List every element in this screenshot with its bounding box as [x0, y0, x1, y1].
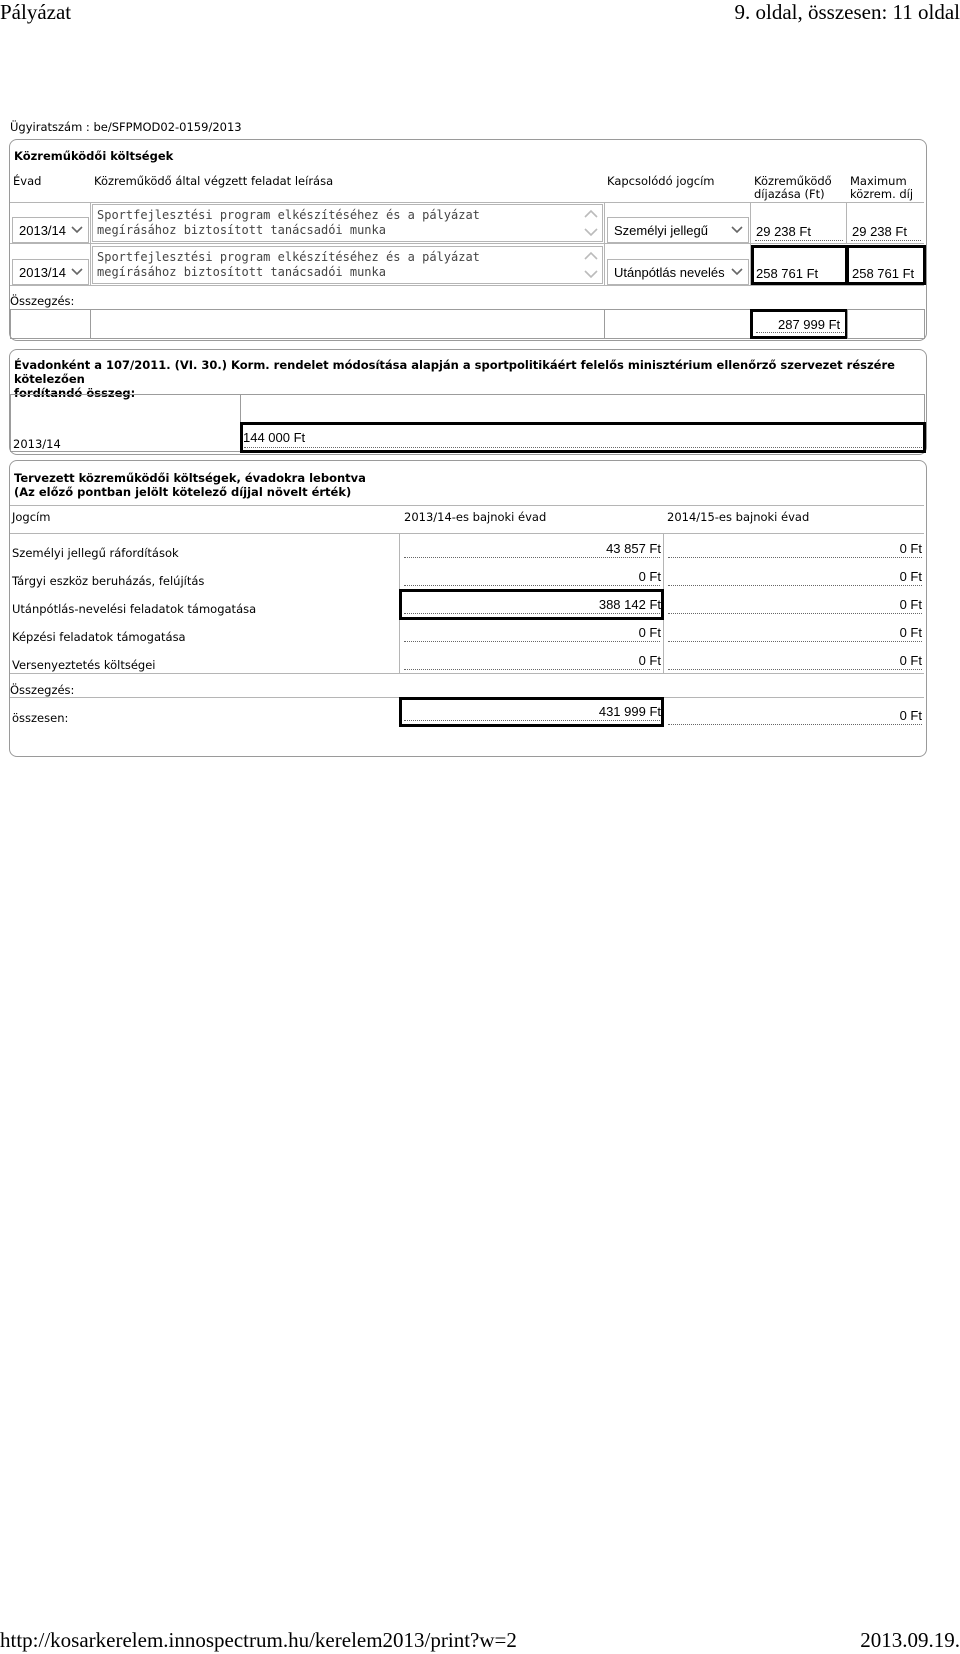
divider: [404, 585, 660, 586]
divider: [756, 332, 844, 333]
divider: [668, 641, 922, 642]
divider: [10, 533, 924, 534]
page-header-title: Pályázat: [0, 0, 72, 24]
col-header-season1: 2013/14-es bajnoki évad: [404, 510, 547, 524]
col-header-fee: Közreműködő díjazása (Ft): [754, 174, 832, 201]
divider: [10, 243, 924, 244]
divider: [244, 447, 922, 448]
col-header-description: Közreműködő által végzett feladat leírása: [94, 174, 334, 188]
chevron-up-icon[interactable]: [582, 207, 600, 221]
chevron-down-icon: [70, 265, 84, 279]
chevron-down-icon: [730, 265, 744, 279]
col-header-max: Maximum közrem. díj: [850, 174, 914, 201]
cost-season1-value: 43 857 Ft: [606, 541, 661, 556]
col-header-season: Évad: [13, 174, 42, 188]
cost-row-label: Képzési feladatok támogatása: [12, 630, 186, 644]
divider: [404, 720, 660, 721]
cost-row-label: Utánpótlás-nevelési feladatok támogatása: [12, 602, 257, 616]
amount-header-cell: [240, 394, 925, 424]
task-description-textarea[interactable]: Sportfejlesztési program elkészítéséhez és a pályázat megírásához biztosított tanácsadói munka: [92, 246, 603, 284]
col-header-category: Jogcím: [12, 510, 51, 524]
divider: [404, 669, 660, 670]
footer-url: http://kosarkerelem.innospectrum.hu/kerelem2013/print?w=2: [0, 1628, 517, 1652]
cost-season1-value: 0 Ft: [638, 625, 661, 640]
divider: [851, 240, 921, 241]
chevron-down-icon[interactable]: [582, 225, 600, 239]
divider: [668, 669, 922, 670]
divider: [10, 202, 924, 203]
summary-cell: [847, 309, 925, 339]
category-select[interactable]: Utánpótlás nevelés: [607, 259, 749, 285]
max-fee-value: 29 238 Ft: [852, 224, 907, 239]
total-season1: 431 999 Ft: [598, 704, 661, 719]
footer-date: 2013.09.19.: [860, 1628, 960, 1652]
divider: [846, 202, 847, 243]
max-fee-value: 258 761 Ft: [852, 266, 915, 281]
divider: [10, 673, 924, 674]
divider: [668, 613, 922, 614]
chevron-down-icon: [730, 223, 744, 237]
cost-season2-value: 0 Ft: [899, 653, 922, 668]
summary-label: Összegzés:: [10, 294, 75, 308]
cost-season2-value: 0 Ft: [899, 625, 922, 640]
cost-season1-value: 0 Ft: [638, 653, 661, 668]
summary-cell: [604, 309, 751, 339]
cost-row-label: Személyi jellegű ráfordítások: [12, 546, 179, 560]
divider: [668, 724, 922, 725]
section-title: Közreműködői költségek: [14, 149, 174, 163]
summary-total: 287 999 Ft: [778, 317, 841, 332]
season-select[interactable]: 2013/14: [12, 259, 89, 285]
section-title: Évadonként a 107/2011. (VI. 30.) Korm. rendelet módosítása alapján a sportpolitikáért felelős minisztérium ellenőrző szervezet részére kötelezően fordítandó összeg:: [14, 358, 895, 400]
highlight-box: [399, 589, 664, 620]
chevron-up-icon[interactable]: [582, 249, 600, 263]
chevron-down-icon[interactable]: [582, 267, 600, 281]
divider: [90, 202, 91, 285]
col-header-category: Kapcsolódó jogcím: [607, 174, 715, 188]
chevron-down-icon: [70, 223, 84, 237]
cost-row-label: Tárgyi eszköz beruházás, felújítás: [12, 574, 205, 588]
divider: [668, 585, 922, 586]
cost-season2-value: 0 Ft: [899, 569, 922, 584]
divider: [404, 641, 660, 642]
category-select[interactable]: Személyi jellegű: [607, 217, 749, 243]
total-season2: 0 Ft: [899, 708, 922, 723]
total-label: összesen:: [12, 711, 69, 725]
divider: [755, 240, 843, 241]
cost-season2-value: 0 Ft: [899, 541, 922, 556]
season-label: 2013/14: [13, 437, 61, 451]
case-number: Ügyiratszám : be/SFPMOD02-0159/2013: [10, 120, 242, 134]
page-header-pageinfo: 9. oldal, összesen: 11 oldal: [734, 0, 960, 24]
fee-value: 29 238 Ft: [756, 224, 811, 239]
divider: [10, 285, 924, 286]
summary-label: Összegzés:: [10, 683, 75, 697]
divider: [604, 202, 605, 285]
amount-box: [240, 422, 926, 453]
section-title: Tervezett közreműködői költségek, évadokra lebontva (Az előző pontban jelölt kötelező díjjal növelt érték): [14, 471, 366, 499]
mandatory-amount: 144 000 Ft: [243, 430, 306, 445]
task-description-textarea[interactable]: Sportfejlesztési program elkészítéséhez és a pályázat megírásához biztosított tanácsadói munka: [92, 204, 603, 242]
season-select[interactable]: 2013/14: [12, 217, 89, 243]
cost-season1-value: 388 142 Ft: [598, 597, 661, 612]
divider: [668, 557, 922, 558]
divider: [10, 505, 924, 506]
summary-cell: [10, 309, 91, 339]
cost-season1-value: 0 Ft: [638, 569, 661, 584]
col-header-season2: 2014/15-es bajnoki évad: [667, 510, 810, 524]
fee-value: 258 761 Ft: [756, 266, 819, 281]
cost-row-label: Versenyeztetés költségei: [12, 658, 156, 672]
divider: [404, 557, 660, 558]
summary-cell: [90, 309, 605, 339]
cost-season2-value: 0 Ft: [899, 597, 922, 612]
